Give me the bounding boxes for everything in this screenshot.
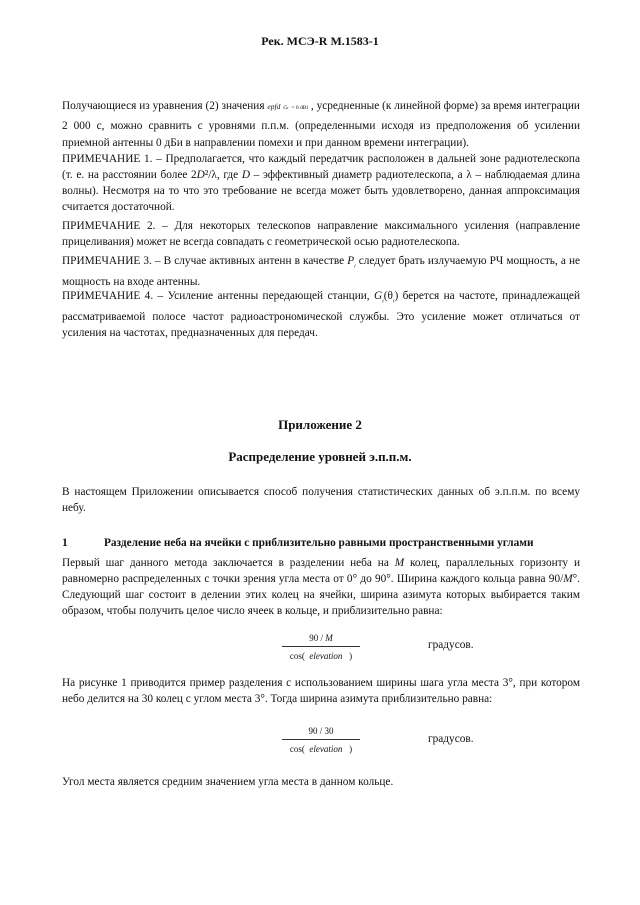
page-header: Рек. МСЭ-R M.1583-1 bbox=[261, 34, 379, 48]
section-number: 1 bbox=[62, 537, 68, 549]
fraction-bar bbox=[282, 646, 360, 647]
annex-subtitle: Распределение уровней э.п.п.м. bbox=[228, 449, 412, 464]
fraction-bar bbox=[282, 739, 360, 740]
note-3: ПРИМЕЧАНИЕ 3. – В случае активных антенн в качестве $P_i$ следует брать излучаемую РЧ мощность, а не мощность на входе антенны. bbox=[62, 255, 581, 289]
note-2: ПРИМЕЧАНИЕ 2. – Для некоторых телескопов направление максимального усиления (направление прицеливания) может не всегда совпадать с геометрической осью радиотелескопа. bbox=[62, 220, 580, 248]
formula-azimuth-general: 90 / M cos( elevation ) bbox=[282, 632, 360, 662]
section-paragraph-2: На рисунке 1 приводится пример разделения с использованием ширины шага угла места 3°, при котором небо делится на 30 колец с углом места 3°. Тогда ширина азимута приблизительно равна: bbox=[62, 677, 580, 705]
formula-1-unit: градусов. bbox=[428, 639, 474, 651]
formula-2-unit: градусов. bbox=[428, 733, 474, 745]
annex-title: Приложение 2 bbox=[278, 417, 362, 432]
section-title: Разделение неба на ячейки с приблизительно равными пространственными углами bbox=[104, 537, 534, 549]
note-1: ПРИМЕЧАНИЕ 1. – Предполагается, что каждый передатчик расположен в дальней зоне радиотелескопа (т. е. на расстоянии более 2D²/λ, где D – эффективный диаметр радиотелескопа, а λ – наблюдаемая длина волны). Несмотря на то что это требование не всегда может быть удовлетворено, данная аппроксимация считается достаточной. bbox=[62, 153, 580, 213]
formula-azimuth-example: 90 / 30 cos( elevation ) bbox=[282, 725, 360, 755]
section-paragraph-1: Первый шаг данного метода заключается в разделении неба на M колец, параллельных горизонту и равномерно распределенных с точки зрения угла места от 0° до 90°. Ширина каждого кольца равна 90/M°. Следующий шаг состоит в делении этих колец на ячейки, ширина азимута которых выбирается таким образом, чтобы получить целое число ячеек в кольце, и приблизительно равна: bbox=[62, 557, 580, 617]
section-paragraph-3: Угол места является средним значением угла места в данном кольце. bbox=[62, 776, 394, 788]
note-4: ПРИМЕЧАНИЕ 4. – Усиление антенны передающей станции, $G_t(\theta_i)$ берется на частоте, принадлежащей рассматриваемой полосе частот радиоастрономической службы. Это усиление может отличаться от усиления на частотах, предназначенных для передач. bbox=[62, 290, 580, 340]
annex-intro: В настоящем Приложении описывается способ получения статистических данных об э.п.п.м. по всему небу. bbox=[62, 486, 580, 514]
intro-paragraph: Получающиеся из уравнения (2) значения epfd Gr = 0 dBi , усредненные (к линейной форме) за время интеграции 2 000 с, можно сравнить с уровнями п.п.м. (определенными исходя из предположения об усилении приемной антенны 0 дБи в направлении помехи и при данном времени интеграции). bbox=[62, 100, 580, 149]
epfd-symbol: epfd bbox=[267, 102, 281, 111]
